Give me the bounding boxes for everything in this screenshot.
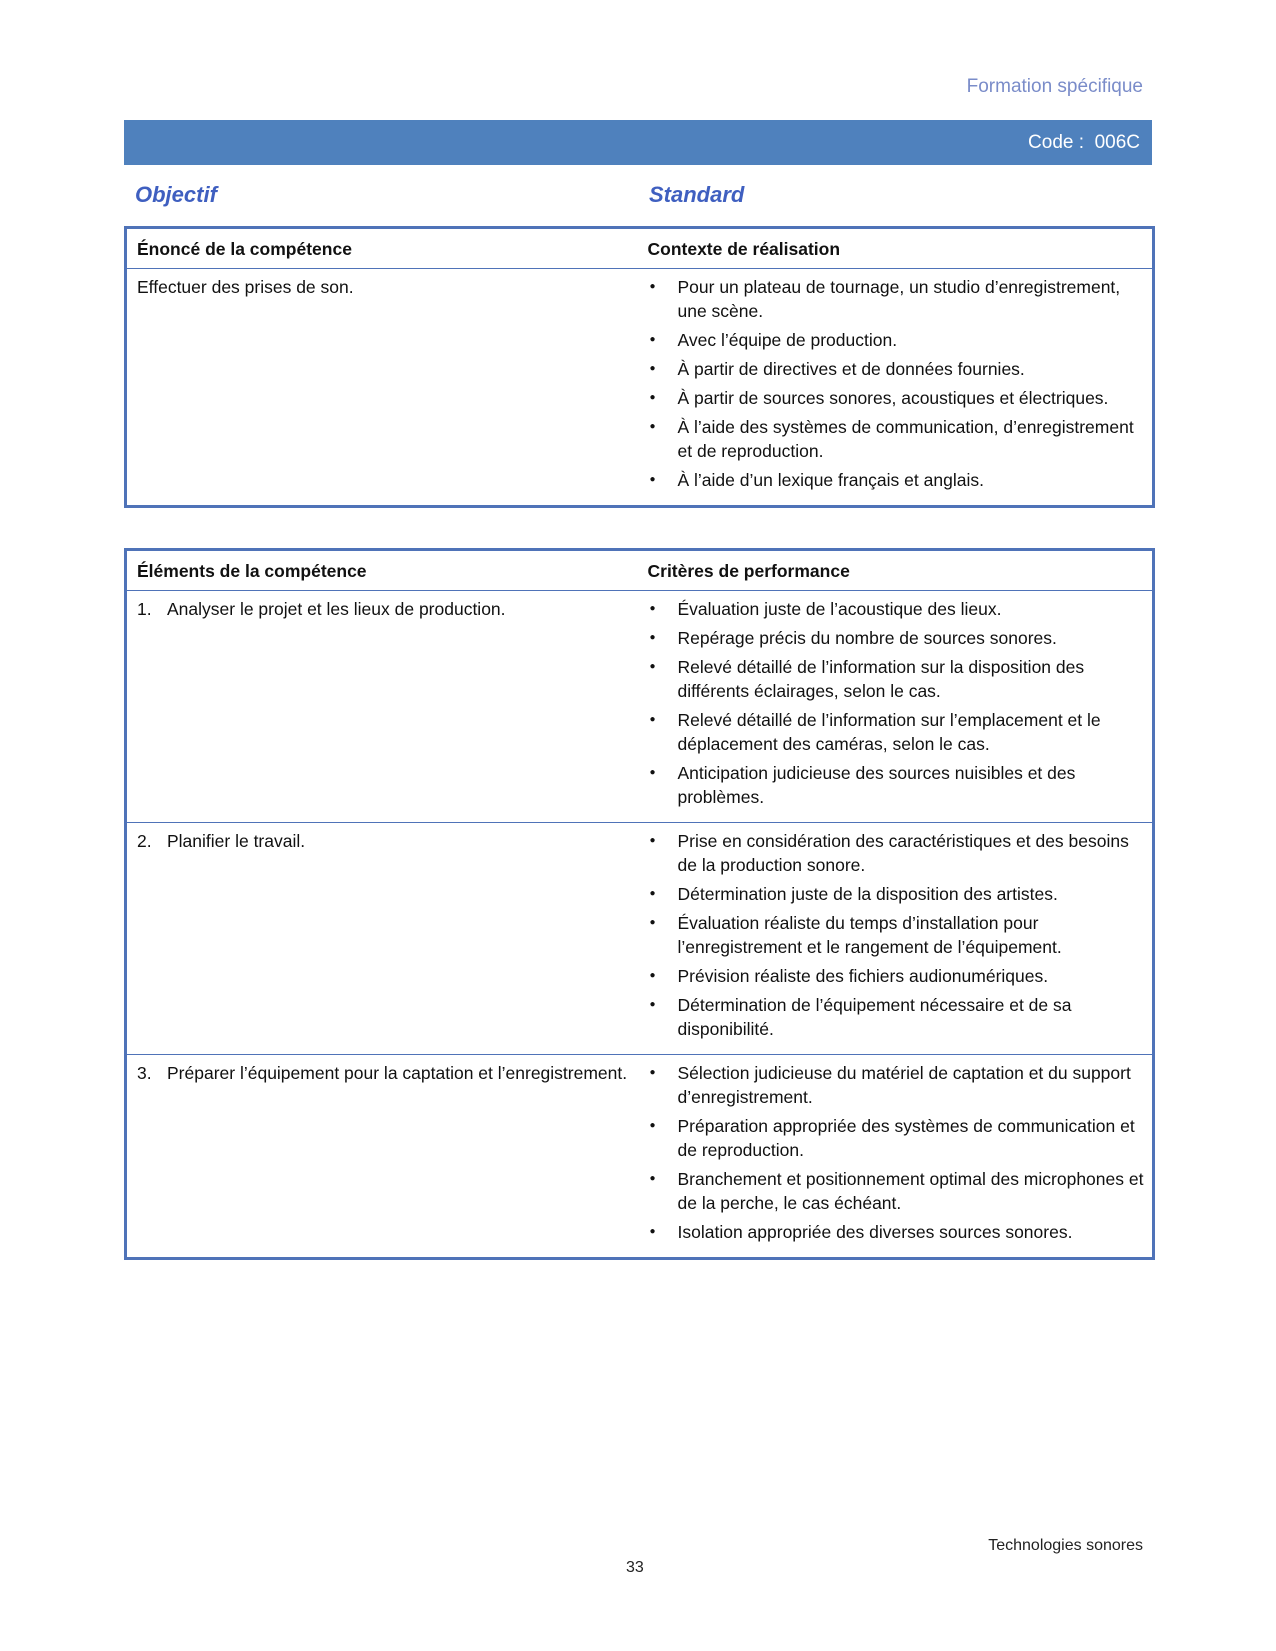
section-titles: [135, 182, 1145, 210]
context-list: [648, 275, 1145, 492]
program-type-label: Formation spécifique: [966, 76, 1143, 97]
page-number: 33: [626, 1559, 644, 1576]
list-item: ● Isolation appropriée des diverses sources sonores.: [648, 1220, 1145, 1244]
list-item: ● Sélection judicieuse du matériel de captation et du support d’enregistrement.: [648, 1061, 1145, 1109]
list-item: ● Pour un plateau de tournage, un studio d’enregistrement, une scène.: [648, 275, 1145, 323]
element-item: [137, 829, 630, 853]
context-column-header: Contexte de réalisation: [638, 228, 1154, 269]
list-item: ● Préparation appropriée des systèmes de communication et de reproduction.: [648, 1114, 1145, 1162]
list-item: ● Repérage précis du nombre de sources sonores.: [648, 626, 1145, 650]
code-label: Code :: [1028, 132, 1085, 153]
element-text: Planifier le travail.: [167, 831, 306, 851]
context-cell: [638, 269, 1154, 507]
element-cell: [126, 591, 638, 823]
list-item: ● Avec l’équipe de production.: [648, 328, 1145, 352]
criteria-list: [648, 1061, 1145, 1244]
table-row: [126, 823, 1154, 1055]
list-item: ● Anticipation judicieuse des sources nuisibles et des problèmes.: [648, 761, 1145, 809]
list-item: ● Évaluation réaliste du temps d’installation pour l’enregistrement et le rangement de l’équipement.: [648, 911, 1145, 959]
list-item: ● À l’aide d’un lexique français et anglais.: [648, 468, 1145, 492]
objective-heading: Objectif: [135, 182, 217, 207]
criteria-list: [648, 829, 1145, 1041]
list-item: ● Détermination juste de la disposition des artistes.: [648, 882, 1145, 906]
element-number: 3.: [137, 1063, 152, 1083]
criteria-cell: [638, 1055, 1154, 1259]
element-cell: [126, 1055, 638, 1259]
table-header-row: [126, 228, 1154, 269]
element-number: 1.: [137, 599, 152, 619]
element-text: Analyser le projet et les lieux de production.: [167, 599, 506, 619]
code-bar: [124, 120, 1152, 165]
competency-statement: Effectuer des prises de son.: [137, 277, 354, 297]
criteria-list: [648, 597, 1145, 809]
table-row: [126, 269, 1154, 507]
list-item: ● À l’aide des systèmes de communication, d’enregistrement et de reproduction.: [648, 415, 1145, 463]
element-item: [137, 597, 630, 621]
table-row: [126, 591, 1154, 823]
table-header-row: [126, 550, 1154, 591]
list-item: ● Prise en considération des caractéristiques et des besoins de la production sonore.: [648, 829, 1145, 877]
list-item: ● Branchement et positionnement optimal des microphones et de la perche, le cas échéant.: [648, 1167, 1145, 1215]
element-number: 2.: [137, 831, 152, 851]
list-item: ● Évaluation juste de l’acoustique des lieux.: [648, 597, 1145, 621]
element-text: Préparer l’équipement pour la captation et l’enregistrement.: [167, 1063, 628, 1083]
element-item: [137, 1061, 630, 1085]
elements-column-header: Éléments de la compétence: [126, 550, 638, 591]
element-cell: [126, 823, 638, 1055]
list-item: ● Relevé détaillé de l’information sur l’emplacement et le déplacement des caméras, selon le cas.: [648, 708, 1145, 756]
competency-elements-table: [124, 548, 1155, 1260]
list-item: ● Prévision réaliste des fichiers audionumériques.: [648, 964, 1145, 988]
criteria-cell: [638, 823, 1154, 1055]
footer-program-name: Technologies sonores: [988, 1537, 1143, 1554]
list-item: ● À partir de sources sonores, acoustiques et électriques.: [648, 386, 1145, 410]
list-item: ● Relevé détaillé de l’information sur la disposition des différents éclairages, selon le cas.: [648, 655, 1145, 703]
criteria-cell: [638, 591, 1154, 823]
standard-heading: Standard: [649, 182, 745, 207]
competency-code: [1028, 132, 1140, 154]
list-item: ● À partir de directives et de données fournies.: [648, 357, 1145, 381]
competency-statement-table: [124, 226, 1155, 508]
list-item: ● Détermination de l’équipement nécessaire et de sa disponibilité.: [648, 993, 1145, 1041]
statement-column-header: Énoncé de la compétence: [126, 228, 638, 269]
code-value: 006C: [1094, 132, 1140, 153]
table-row: [126, 1055, 1154, 1259]
criteria-column-header: Critères de performance: [638, 550, 1154, 591]
